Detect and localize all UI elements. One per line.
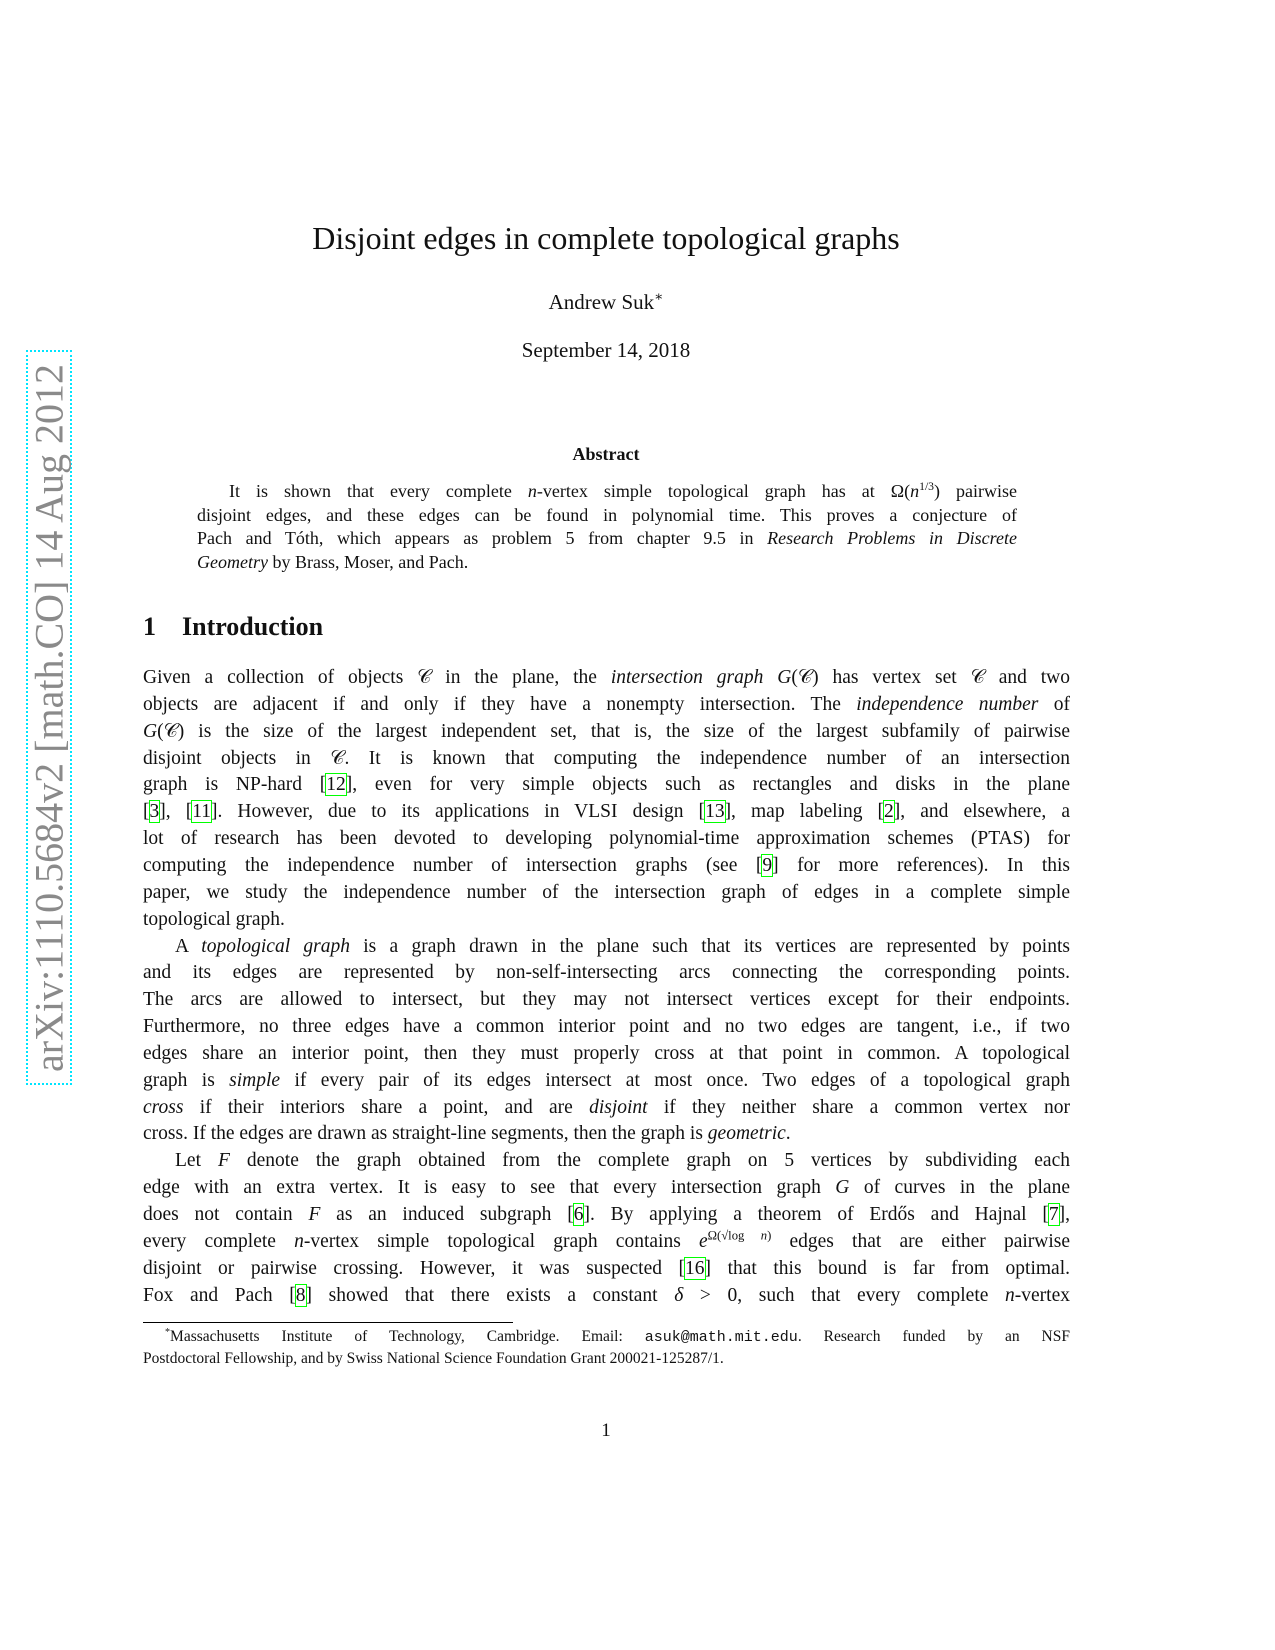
text-line: and its edges are represented by non-self-intersecting arcs connecting the corresponding points. [143, 962, 1070, 984]
text-line: disjoint or pairwise crossing. However, it was suspected [16] that this bound is far from optimal. [143, 1257, 1070, 1279]
text-line: cross if their interiors share a point, and are disjoint if they neither share a common vertex nor [143, 1096, 1070, 1118]
text-line: It is shown that every complete n-vertex simple topological graph has at $\Omega(n^{1/3})$ pairwise [229, 480, 1017, 501]
text-line: Furthermore, no three edges have a common interior point and no two edges are tangent, i.e., if two [143, 1016, 1070, 1038]
citation-link[interactable]: 2 [884, 801, 894, 823]
text-line: Let F denote the graph obtained from the complete graph on 5 vertices by subdividing each [175, 1150, 1070, 1172]
text-line: [3], [11]. However, due to its applications in VLSI design [13], map labeling [2], and elsewhere, a [143, 801, 1070, 823]
date: September 14, 2018 [521, 338, 691, 362]
text-line: Fox and Pach [8] showed that there exists a constant δ > 0, such that every complete n-vertex [143, 1284, 1070, 1306]
citation-link[interactable]: 3 [149, 801, 160, 823]
text-line: The arcs are allowed to intersect, but they may not intersect vertices except for their endpoints. [143, 989, 1070, 1011]
citation-link[interactable]: 13 [705, 801, 725, 823]
citation-link[interactable]: 11 [192, 801, 211, 823]
citation-link[interactable]: 16 [685, 1257, 705, 1279]
text-line: objects are adjacent if and only if they have a nonempty intersection. The independence number of [143, 693, 1070, 715]
text-line: disjoint objects in 𝒞. It is known that computing the independence number of an intersection [143, 747, 1070, 769]
section-heading: 1 Introduction [143, 612, 324, 641]
text-line: *Massachusetts Institute of Technology, Cambridge. Email: asuk@math.mit.edu. Research funded by an NSF [165, 1326, 1070, 1346]
citation-link[interactable]: 6 [573, 1204, 584, 1225]
author: Andrew Suk∗ [548, 289, 664, 314]
abstract-heading: Abstract [572, 444, 640, 464]
text-line: edge with an extra vertex. It is easy to see that every intersection graph G of curves in the plane [143, 1177, 1070, 1199]
citation-link[interactable]: 7 [1048, 1204, 1059, 1225]
arxiv-id: arXiv:1110.5684v2 [math.CO] 14 Aug 2012 [26, 363, 72, 1072]
citation-link[interactable]: 12 [326, 774, 346, 796]
text-line: edges share an interior point, then they must properly cross at that point in common. A topological [143, 1042, 1070, 1064]
text-line: Geometry by Brass, Moser, and Pach. [197, 552, 469, 573]
text-line: disjoint edges, and these edges can be found in polynomial time. This proves a conjecture of [197, 504, 1017, 525]
text-line: graph is NP-hard [12], even for very simple objects such as rectangles and disks in the plane [143, 774, 1070, 796]
text-line: topological graph. [143, 908, 285, 930]
text-line: Pach and Tóth, which appears as problem 5 from chapter 9.5 in Research Problems in Discrete [197, 528, 1017, 549]
text-line: lot of research has been devoted to developing polynomial-time approximation schemes (PTAS) for [143, 828, 1070, 850]
text-line: Postdoctoral Fellowship, and by Swiss National Science Foundation Grant 200021-125287/1. [143, 1350, 724, 1367]
text-line: graph is simple if every pair of its edges intersect at most once. Two edges of a topological graph [143, 1069, 1070, 1091]
text-line: every complete n-vertex simple topological graph contains $e^{\Omega(√log n)}$ edges that are either pairwise [143, 1228, 1071, 1252]
text-line: does not contain F as an induced subgraph [6]. By applying a theorem of Erdős and Hajnal [7], [143, 1204, 1070, 1225]
page-number: 1 [601, 1420, 611, 1441]
citation-link[interactable]: 9 [762, 854, 773, 876]
text-line: cross. If the edges are drawn as straight-line segments, then the graph is geometric. [143, 1123, 791, 1145]
text-line: A topological graph is a graph drawn in the plane such that its vertices are represented by points [175, 935, 1070, 957]
text-line: paper, we study the independence number of the intersection graph of edges in a complete simple [143, 881, 1070, 903]
text-line: G(𝒞) is the size of the largest independent set, that is, the size of the largest subfamily of pairwise [143, 720, 1070, 742]
footnote-rule [143, 1322, 513, 1323]
paper-title: Disjoint edges in complete topological graphs [312, 220, 900, 256]
text-line: Given a collection of objects 𝒞 in the plane, the intersection graph G(𝒞) has vertex set 𝒞 and two [143, 667, 1071, 688]
citation-link[interactable]: 8 [295, 1284, 306, 1306]
text-line: computing the independence number of intersection graphs (see [9] for more references). In this [143, 854, 1070, 876]
